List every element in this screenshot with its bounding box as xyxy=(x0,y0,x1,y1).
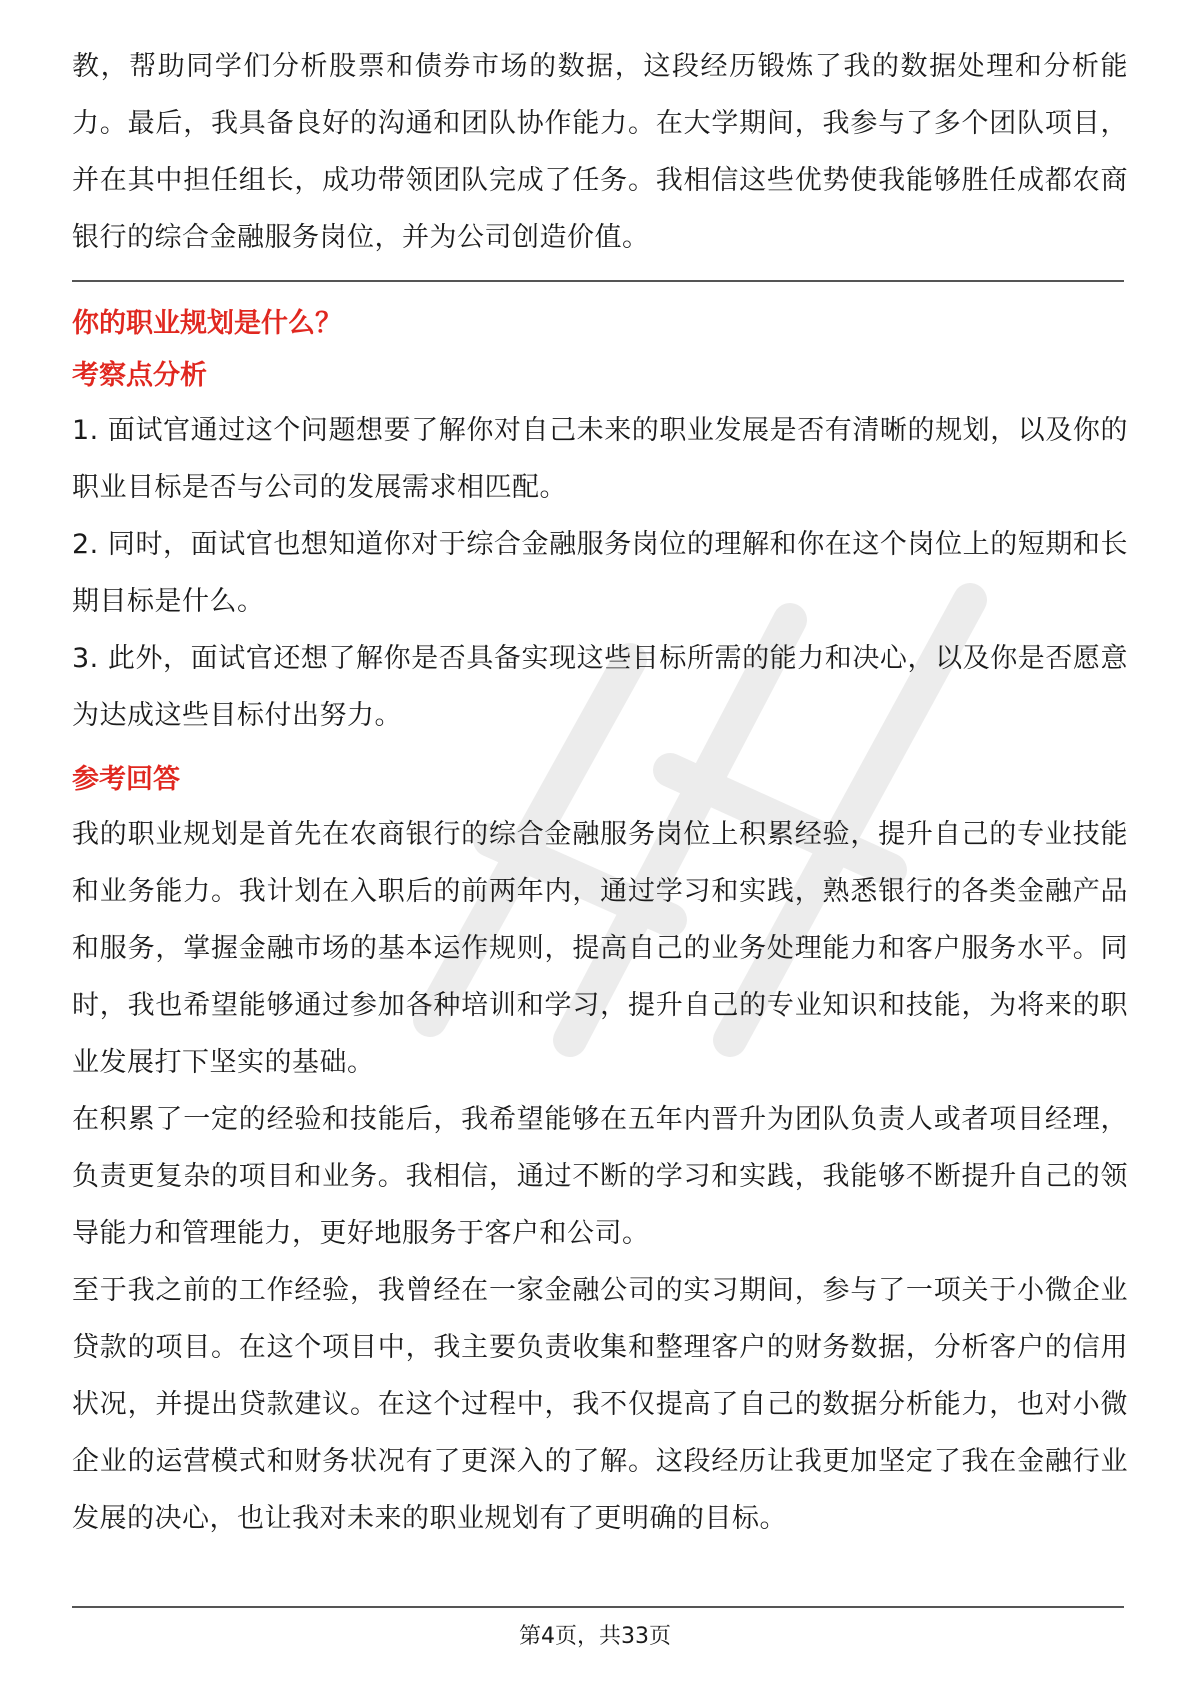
analysis-point: 2. 同时，面试官也想知道你对于综合金融服务岗位的理解和你在这个岗位上的短期和长期目标是什么。 xyxy=(72,529,1128,617)
page-number: 第4页，共33页 xyxy=(519,1624,671,1649)
answer-paragraph: 在积累了一定的经验和技能后，我希望能够在五年内晋升为团队负责人或者项目经理，负责更复杂的项目和业务。我相信，通过不断的学习和实践，我能够不断提升自己的领导能力和管理能力，更好地服务于客户和公司。 xyxy=(72,1104,1128,1249)
analysis-title: 考察点分析 xyxy=(72,360,207,391)
document-page xyxy=(72,38,1128,1547)
intro-paragraph: 教，帮助同学们分析股票和债券市场的数据，这段经历锻炼了我的数据处理和分析能力。最后，我具备良好的沟通和团队协作能力。在大学期间，我参与了多个团队项目，并在其中担任组长，成功带领团队完成了任务。我相信这些优势使我能够胜任成都农商银行的综合金融服务岗位，并为公司创造价值。 xyxy=(72,51,1128,253)
analysis-point: 3. 此外，面试官还想了解你是否具备实现这些目标所需的能力和决心，以及你是否愿意为达成这些目标付出努力。 xyxy=(72,643,1128,731)
answer-title: 参考回答 xyxy=(72,764,180,795)
analysis-point: 1. 面试官通过这个问题想要了解你对自己未来的职业发展是否有清晰的规划，以及你的职业目标是否与公司的发展需求相匹配。 xyxy=(72,415,1128,503)
footer-divider xyxy=(72,1606,1124,1608)
section-divider xyxy=(72,280,1124,282)
answer-paragraph: 我的职业规划是首先在农商银行的综合金融服务岗位上积累经验，提升自己的专业技能和业务能力。我计划在入职后的前两年内，通过学习和实践，熟悉银行的各类金融产品和服务，掌握金融市场的基本运作规则，提高自己的业务处理能力和客户服务水平。同时，我也希望能够通过参加各种培训和学习，提升自己的专业知识和技能，为将来的职业发展打下坚实的基础。 xyxy=(72,819,1128,1078)
answer-paragraph: 至于我之前的工作经验，我曾经在一家金融公司的实习期间，参与了一项关于小微企业贷款的项目。在这个项目中，我主要负责收集和整理客户的财务数据，分析客户的信用状况，并提出贷款建议。在这个过程中，我不仅提高了自己的数据分析能力，也对小微企业的运营模式和财务状况有了更深入的了解。这段经历让我更加坚定了我在金融行业发展的决心，也让我对未来的职业规划有了更明确的目标。 xyxy=(72,1275,1128,1534)
question-heading: 你的职业规划是什么？ xyxy=(72,308,342,339)
